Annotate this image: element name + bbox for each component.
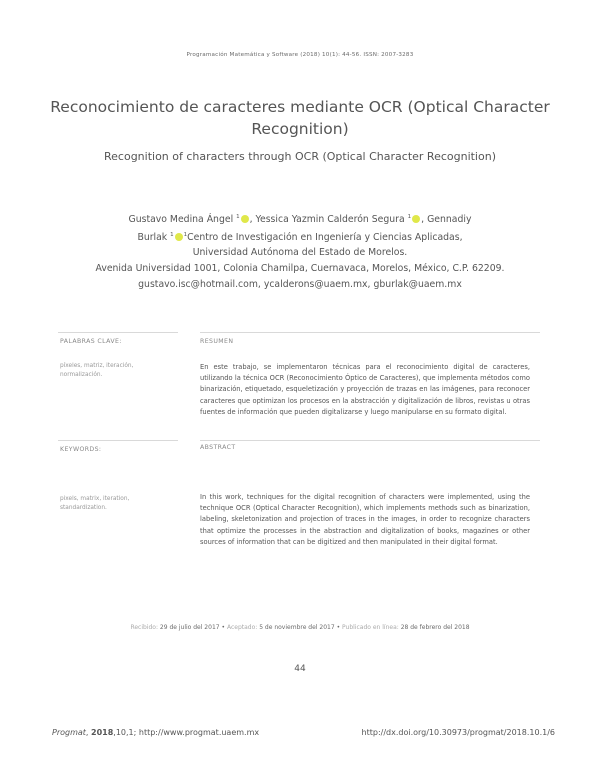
orcid-icon[interactable] xyxy=(241,215,249,223)
orcid-icon[interactable] xyxy=(412,215,420,223)
author-name: Gennadiy xyxy=(427,214,472,226)
keywords-label-en: KEYWORDS: xyxy=(60,446,102,453)
divider xyxy=(200,332,540,333)
keywords-label-es: PALABRAS CLAVE: xyxy=(60,338,122,345)
received-label: Recibido: xyxy=(130,624,158,631)
abstract-label-en: ABSTRACT xyxy=(200,444,236,451)
footer-link[interactable]: ,10,1; http://www.progmat.uaem.mx xyxy=(113,728,260,737)
footer-journal: Progmat xyxy=(52,728,86,737)
accepted-label: Aceptado: xyxy=(226,624,258,631)
divider xyxy=(200,440,540,441)
affiliation-mark: 1 xyxy=(170,231,174,238)
author-block xyxy=(90,210,510,292)
address: Avenida Universidad 1001, Colonia Chamilpa, Cuernavaca, Morelos, México, C.P. 62209. xyxy=(95,262,505,274)
article-subtitle: Recognition of characters through OCR (Optical Character Recognition) xyxy=(104,150,496,163)
publication-dates: Recibido: 29 de julio del 2017 • Aceptado: 5 de noviembre del 2017 • Publicado en línea: 28 de febrero del 2018 xyxy=(130,624,470,631)
orcid-icon[interactable] xyxy=(175,233,183,241)
journal-header: Programación Matemática y Software (2018) 10(1): 44-56. ISSN: 2007-3283 xyxy=(186,52,414,58)
accepted-date: 5 de noviembre del 2017 xyxy=(259,624,335,631)
affiliation-mark: 1 xyxy=(407,214,412,220)
footer-year: 2018 xyxy=(91,728,114,737)
page-number: 44 xyxy=(294,664,306,674)
divider xyxy=(58,440,178,441)
affiliation-mark: 1 xyxy=(183,231,188,238)
affiliation-mark: 1 xyxy=(236,214,240,220)
emails: gustavo.isc@hotmail.com, ycalderons@uaem.mx, gburlak@uaem.mx xyxy=(138,278,462,290)
published-date: 28 de febrero del 2018 xyxy=(400,624,470,631)
abstract-es: En este trabajo, se implementaron técnicas para el reconocimiento digital de caracteres, utilizando la técnica OCR (Reconocimiento Óptico de Caracteres), que implementa métodos como binarización, etiquetado, esqueletización y proyección de trazas en las imágenes, para reconocer caracteres que optimizan los procesos en la abstracción y digitalización de libros, revistas u otras fuentes de información que pueden digitalizarse y luego manipularse en su formato digital. xyxy=(200,363,530,416)
published-label: Publicado en línea: xyxy=(342,624,399,631)
author-name: Gustavo Medina Ángel xyxy=(128,214,234,226)
author-name: Yessica Yazmin Calderón Segura xyxy=(255,214,405,226)
author-line-2 xyxy=(90,228,510,246)
footer-citation: Progmat, 2018,10,1; http://www.progmat.uaem.mx xyxy=(52,728,260,737)
institution-line-2: Universidad Autónoma del Estado de Morelos. xyxy=(192,247,408,259)
divider xyxy=(58,332,178,333)
author-line-1: Gustavo Medina Ángel $^1$ , Yessica Yazmin Calderón Segura $^1$ , Gennadiy xyxy=(128,214,472,226)
article-title: Reconocimiento de caracteres mediante OCR (Optical Character Recognition) xyxy=(50,98,550,138)
keywords-es: píxeles, matriz, iteración, normalización. xyxy=(60,363,134,378)
footer-doi-link[interactable]: http://dx.doi.org/10.30973/progmat/2018.10.1/6 xyxy=(361,728,555,737)
abstract-en: In this work, techniques for the digital recognition of characters were implemented, using the technique OCR (Optical Character Recognition), which implements methods such as binarization, labeling, skeletonization and projection of traces in the images, in order to recognize characters that optimize the processes in the abstraction and digitalization of books, magazines or other sources of information that can be digitized and then manipulated in their digital format. xyxy=(200,493,530,546)
keywords-en: pixels, matrix, iteration, standardization. xyxy=(60,496,130,511)
author-name: Burlak xyxy=(137,231,168,243)
institution: Centro de Investigación en Ingeniería y Ciencias Aplicadas, xyxy=(187,231,463,243)
received-date: 29 de julio del 2017 xyxy=(159,624,220,631)
abstract-label-es: RESUMEN xyxy=(200,338,234,345)
